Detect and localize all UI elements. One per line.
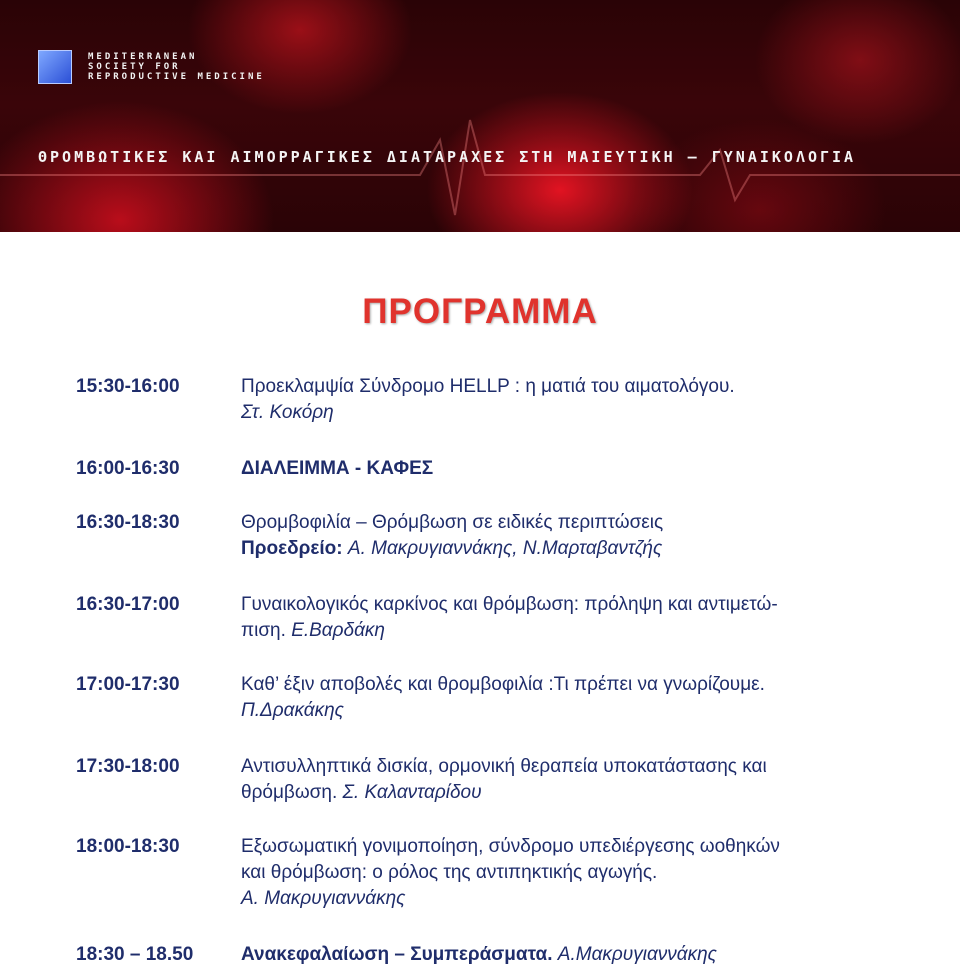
session-time: 16:30-17:00 xyxy=(76,594,180,615)
session-speaker: Α. Μακρυγιαννάκης xyxy=(241,888,406,909)
session-time: 15:30-16:00 xyxy=(76,376,180,397)
session-title-continued: και θρόμβωση: ο ρόλος της αντιπηκτικής αγωγής. xyxy=(241,862,658,883)
session-description xyxy=(241,510,921,562)
session-time: 16:00-16:30 xyxy=(76,458,180,479)
session-title: Αντισυλληπτικά δισκία, ορμονική θεραπεία υποκατάστασης και xyxy=(241,756,767,777)
society-name xyxy=(88,52,265,82)
session-description xyxy=(241,754,921,806)
session-description xyxy=(241,672,921,724)
banner-title: ΘΡΟΜΒΩΤΙΚΕΣ ΚΑΙ ΑΙΜΟΡΡΑΓΙΚΕΣ ΔΙΑΤΑΡΑΧΕΣ ΣΤΗ ΜΑΙΕΥΤΙΚΗ – ΓΥΝΑΙΚΟΛΟΓΙΑ xyxy=(38,148,857,166)
session-speaker: Σ. Καλανταρίδου xyxy=(342,782,482,803)
session-chairs xyxy=(241,536,921,562)
session-title: Θρομβοφιλία – Θρόμβωση σε ειδικές περιπτώσεις xyxy=(241,512,664,533)
page-title: ΠΡΟΓΡΑΜΜΑ xyxy=(362,292,598,331)
session-title-line xyxy=(241,942,921,968)
session-title: Προεκλαμψία Σύνδρομο HELLP : η ματιά του αιματολόγου. xyxy=(241,376,735,397)
society-name-line: SOCIETY FOR xyxy=(88,62,181,72)
society-name-line: REPRODUCTIVE MEDICINE xyxy=(88,72,265,82)
chairs-label: Προεδρείο: xyxy=(241,538,343,559)
session-title: Καθ’ έξιν αποβολές και θρομβοφιλία :Τι πρέπει να γνωρίζουμε. xyxy=(241,674,765,695)
session-speaker: Α.Μακρυγιαννάκης xyxy=(557,944,717,965)
session-description xyxy=(241,374,921,426)
session-title: Ανακεφαλαίωση – Συμπεράσματα. xyxy=(241,944,553,965)
session-time: 18:00-18:30 xyxy=(76,836,180,857)
session-title-continued xyxy=(241,780,921,806)
session-speaker: Ε.Βαρδάκη xyxy=(291,620,385,641)
chairs-names: Α. Μακρυγιαννάκης, Ν.Μαρταβαντζής xyxy=(347,538,663,559)
society-name-line: MEDITERRANEAN xyxy=(88,52,198,62)
session-description xyxy=(241,942,921,968)
header-banner xyxy=(0,0,960,232)
ekg-line-graphic xyxy=(0,0,960,232)
session-title-end: θρόμβωση. xyxy=(241,782,338,803)
session-title-continued xyxy=(241,618,921,644)
session-title: ΔΙΑΛΕΙΜΜΑ - ΚΑΦΕΣ xyxy=(241,458,434,479)
session-speaker: Π.Δρακάκης xyxy=(241,700,344,721)
session-title: Εξωσωματική γονιμοποίηση, σύνδρομο υπεδιέργεσης ωοθηκών xyxy=(241,836,780,857)
session-description xyxy=(241,834,921,912)
session-time: 17:30-18:00 xyxy=(76,756,180,777)
session-description xyxy=(241,592,921,644)
session-title-end: πιση. xyxy=(241,620,286,641)
session-time: 17:00-17:30 xyxy=(76,674,180,695)
session-time: 18:30 – 18.50 xyxy=(76,944,194,965)
session-title: Γυναικολογικός καρκίνος και θρόμβωση: πρόληψη και αντιμετώ- xyxy=(241,594,778,615)
session-time: 16:30-18:30 xyxy=(76,512,180,533)
session-speaker: Στ. Κοκόρη xyxy=(241,402,334,423)
society-logo-icon xyxy=(38,50,72,84)
session-description xyxy=(241,456,921,482)
